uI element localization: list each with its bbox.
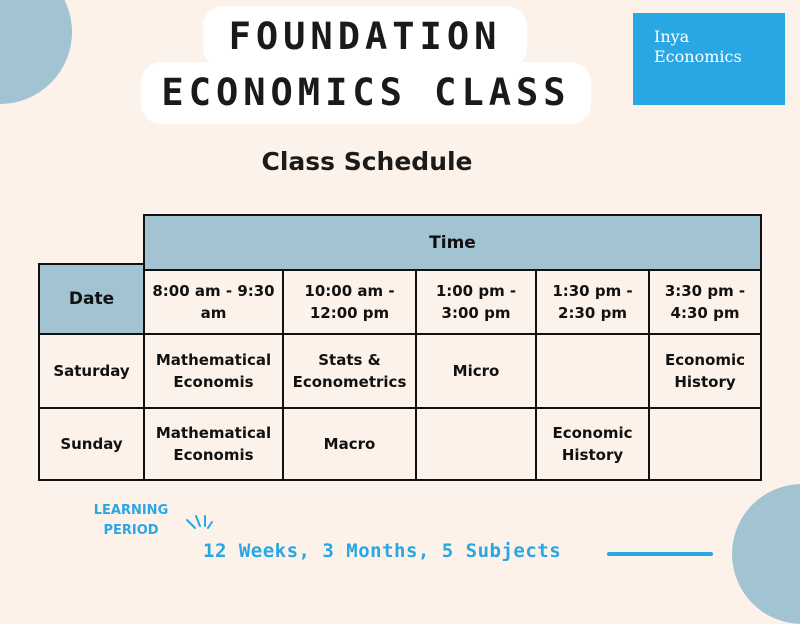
page-title-line-1: FOUNDATION: [228, 15, 502, 58]
sunday-slot-1: Mathematical Economis: [143, 407, 284, 481]
time-slot-1: 8:00 am - 9:30 am: [143, 269, 284, 335]
saturday-slot-4: [535, 333, 650, 409]
day-saturday: Saturday: [38, 333, 145, 409]
brand-line-2: Economics: [654, 47, 742, 66]
time-header: Time: [143, 214, 762, 271]
decorative-circle-top-left: [0, 0, 72, 104]
saturday-slot-2: Stats & Econometrics: [282, 333, 417, 409]
accent-rule: [607, 552, 713, 556]
learning-period-label: LEARNING PERIOD: [93, 503, 169, 538]
schedule-subtitle: Class Schedule: [261, 147, 473, 176]
brand-box: [633, 13, 785, 105]
saturday-slot-1: Mathematical Economis: [143, 333, 284, 409]
day-sunday: Sunday: [38, 407, 145, 481]
date-header: Date: [38, 263, 145, 335]
learning-period-value: 12 Weeks, 3 Months, 5 Subjects: [203, 540, 562, 562]
time-slot-4: 1:30 pm - 2:30 pm: [535, 269, 650, 335]
saturday-slot-5: Economic History: [648, 333, 762, 409]
sunday-slot-4: Economic History: [535, 407, 650, 481]
time-slot-2: 10:00 am - 12:00 pm: [282, 269, 417, 335]
brand-line-1: Inya: [654, 27, 690, 46]
sunday-slot-2: Macro: [282, 407, 417, 481]
page-title-line-2: ECONOMICS CLASS: [161, 71, 571, 114]
saturday-slot-3: Micro: [415, 333, 537, 409]
time-slot-5: 3:30 pm - 4:30 pm: [648, 269, 762, 335]
sunday-slot-3: [415, 407, 537, 481]
time-slot-3: 1:00 pm - 3:00 pm: [415, 269, 537, 335]
sunday-slot-5: [648, 407, 762, 481]
decorative-circle-bottom-right: [732, 484, 800, 624]
sparkle-icon: [184, 514, 216, 542]
